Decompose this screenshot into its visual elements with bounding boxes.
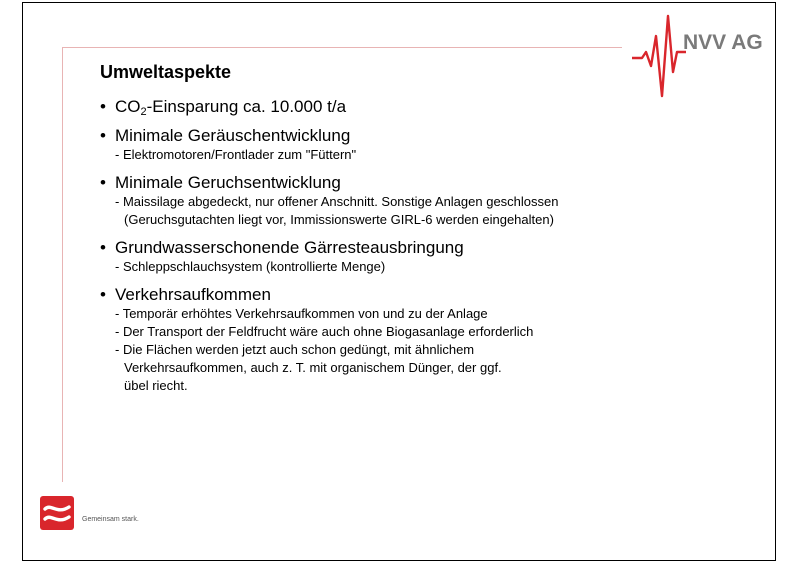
bullet-co2-text: $CO_2$-Einsparung ca. 10.000 t/a <box>115 97 347 118</box>
bullet-odor-text: Minimale Geruchsentwicklung <box>115 173 341 192</box>
sub-point: - Maissilage abgedeckt, nur offener Anschnitt. Sonstige Anlagen geschlossen <box>115 194 559 209</box>
bullet-noise-text: Minimale Geräuschentwicklung <box>115 126 351 145</box>
side-rule <box>62 47 63 482</box>
bullet-traffic: • Verkehrsaufkommen - Temporär erhöhtes Verkehrsaufkommen von und zu der Anlage - Der Transport der Feldfrucht wäre auch ohne Biogasanlage erforderlich - Die Flächen werden jetzt auch schon gedüngt, mit ähnlichem Verkehrsaufkommen, auch z. T. mit organischem Dünger, der ggf. übel riecht. <box>100 285 660 395</box>
bullet-odor: • Minimale Geruchsentwicklung - Maissilage abgedeckt, nur offener Anschnitt. Sonstige Anlagen geschlossen (Geruchsgutachten liegt vor, Immissionswerte GIRL-6 werden eingehalten) <box>100 173 660 229</box>
sub-point: - Temporär erhöhtes Verkehrsaufkommen von und zu der Anlage <box>115 306 488 321</box>
sub-point: (Geruchsgutachten liegt vor, Immissionswerte GIRL-6 werden eingehalten) <box>124 212 554 227</box>
sub-point: - Der Transport der Feldfrucht wäre auch ohne Biogasanlage erforderlich <box>115 324 534 339</box>
bullet-groundwater-text: Grundwasserschonende Gärresteausbringung <box>115 238 464 257</box>
bullet-list <box>100 97 660 404</box>
company-emblem-icon <box>40 496 74 530</box>
sub-point: - Elektromotoren/Frontlader zum "Füttern" <box>115 147 357 162</box>
sub-point: - Schleppschlauchsystem (kontrollierte Menge) <box>115 259 386 274</box>
bullet-groundwater: • Grundwasserschonende Gärresteausbringung - Schleppschlauchsystem (kontrollierte Menge) <box>100 238 660 276</box>
header-rule <box>62 47 622 48</box>
brand-logo-text: NVV AG <box>683 31 763 54</box>
slide-title: Umweltaspekte <box>100 62 232 82</box>
bullet-noise: • Minimale Geräuschentwicklung - Elektromotoren/Frontlader zum "Füttern" <box>100 126 660 164</box>
nvv-wave-logo-icon <box>632 14 686 98</box>
sub-point: - Die Flächen werden jetzt auch schon gedüngt, mit ähnlichem <box>115 342 475 357</box>
bullet-traffic-text: Verkehrsaufkommen <box>115 285 271 304</box>
bullet-co2: • $CO_2$-Einsparung ca. 10.000 t/a <box>100 97 347 118</box>
company-slogan: Gemeinsam stark. <box>82 516 139 523</box>
sub-point: übel riecht. <box>124 378 188 393</box>
sub-point: Verkehrsaufkommen, auch z. T. mit organischem Dünger, der ggf. <box>124 360 502 375</box>
